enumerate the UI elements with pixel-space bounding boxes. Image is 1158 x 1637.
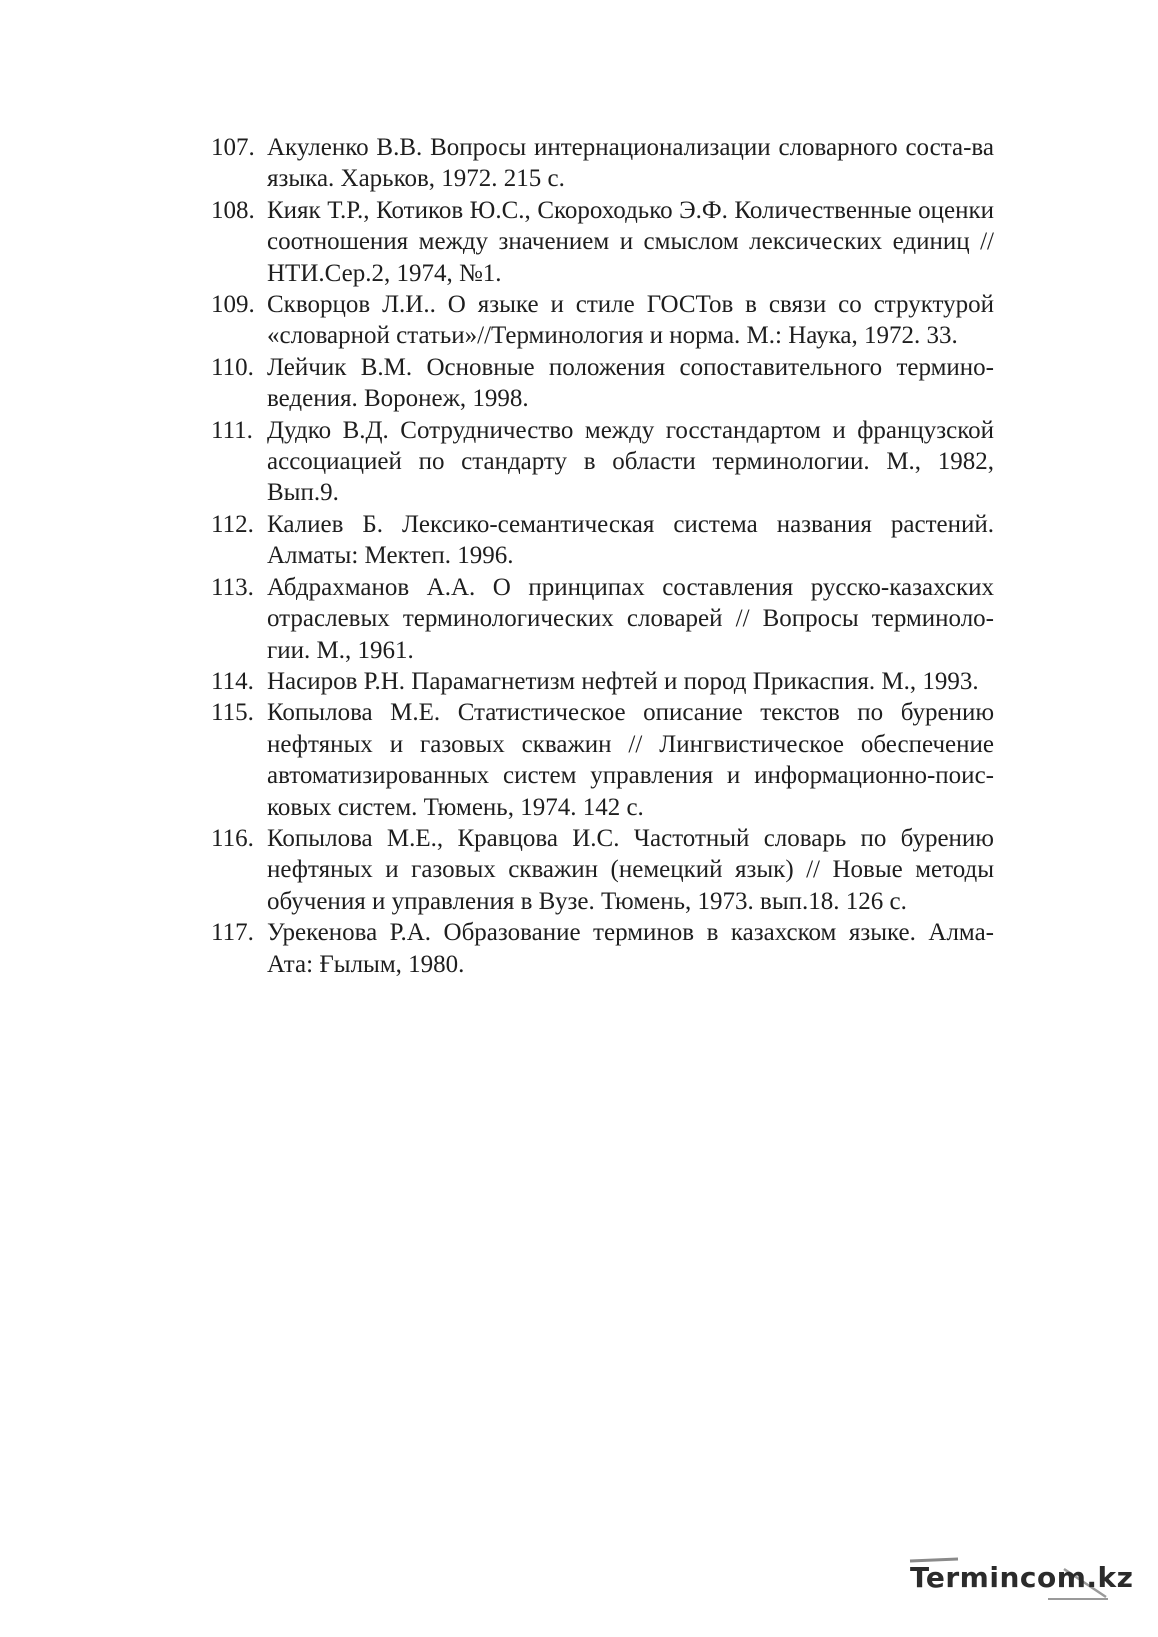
reference-number: 108. [211, 196, 255, 224]
reference-item [211, 415, 994, 509]
reference-number: 110. [211, 353, 254, 381]
reference-text: Скворцов Л.И.. О языке и стиле ГОСТов в связи со структурой «словарной статьи»//Терминология и норма. М.: Наука, 1972. 33. [267, 291, 994, 350]
reference-text: Дудко В.Д. Сотрудничество между госстандартом и французской ассоциацией по стандарту в области терминологии. М., 1982, Вып.9. [267, 416, 994, 507]
reference-item [211, 289, 994, 352]
reference-number: 112. [211, 510, 254, 538]
reference-item [211, 697, 994, 823]
reference-item [211, 823, 994, 917]
reference-number: 117. [211, 919, 254, 947]
termincom-logo [898, 1555, 1134, 1605]
reference-number: 116. [211, 824, 254, 852]
reference-text: Абдрахманов А.А. О принципах составления русско-казахских отраслевых терминологических словарей // Вопросы терминоло-гии. М., 1961. [267, 573, 994, 664]
reference-number: 111. [211, 416, 253, 444]
reference-item [211, 666, 994, 697]
reference-list [211, 132, 994, 980]
reference-text: Насиров Р.Н. Парамагнетизм нефтей и пород Прикаспия. М., 1993. [267, 667, 979, 695]
reference-item [211, 917, 994, 980]
reference-text: Калиев Б. Лексико-семантическая система названия растений. Алматы: Мектеп. 1996. [267, 510, 994, 570]
reference-text: Урекенова Р.А. Образование терминов в казахском языке. Алма-Ата: Ғылым, 1980. [267, 919, 994, 978]
reference-item [211, 195, 994, 289]
reference-number: 115. [211, 699, 254, 727]
reference-number: 113. [211, 573, 254, 601]
reference-number: 114. [211, 667, 254, 695]
logo-text: Termincom.kz [910, 1561, 1134, 1594]
reference-text: Копылова М.Е., Кравцова И.С. Частотный словарь по бурению нефтяных и газовых скважин (немецкий язык) // Новые методы обучения и управления в Вузе. Тюмень, 1973. вып.18. 126 с. [267, 824, 994, 915]
reference-number: 107. [211, 134, 255, 161]
reference-number: 109. [211, 291, 255, 319]
reference-item [211, 509, 994, 572]
reference-text: Лейчик В.М. Основные положения сопоставительного термино-ведения. Воронеж, 1998. [267, 353, 994, 413]
reference-item [211, 132, 994, 195]
reference-item [211, 352, 994, 415]
reference-text: Копылова М.Е. Статистическое описание текстов по бурению нефтяных и газовых скважин // Лингвистическое обеспечение автоматизированных систем управления и информационно-поис-ковых систем. Тюмень, 1974. 142 с. [267, 699, 994, 821]
reference-text: Кияк Т.Р., Котиков Ю.С., Скороходько Э.Ф. Количественные оценки соотношения между значением и смыслом лексических единиц //НТИ.Сер.2, 1974, №1. [267, 196, 994, 287]
reference-item [211, 572, 994, 666]
reference-text: Акуленко В.В. Вопросы интернационализации словарного соста-ва языка. Харьков, 1972. 215 с. [267, 134, 994, 193]
